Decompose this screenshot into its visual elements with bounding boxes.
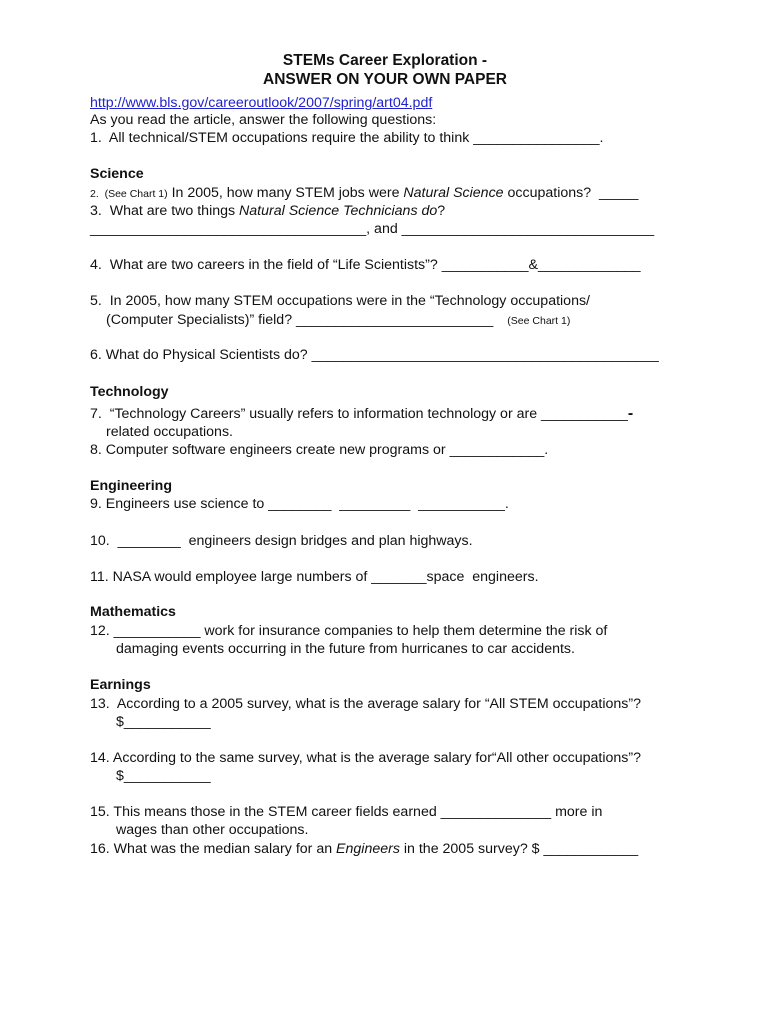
question-12-line-2: damaging events occurring in the future from hurricanes to car accidents. [116, 641, 575, 657]
title-line-1: STEMs Career Exploration - [282, 52, 488, 69]
intro-text: As you read the article, answer the following questions: [90, 112, 437, 128]
question-12-line-1: 12. ___________ work for insurance companies to help them determine the risk of [90, 623, 608, 639]
article-link[interactable]: http://www.bls.gov/careeroutlook/2007/spring/art04.pdf [90, 95, 433, 111]
question-9: 9. Engineers use science to ________ _________ ___________. [90, 496, 509, 512]
section-technology: Technology [90, 384, 169, 400]
question-2 [90, 184, 638, 203]
section-engineering: Engineering [90, 478, 172, 494]
question-2-tail: occupations? _____ [503, 185, 639, 201]
question-3-text: 3. What are two things [90, 203, 240, 219]
question-3 [90, 202, 445, 220]
question-7-line-2: related occupations. [106, 424, 233, 440]
question-5-line-2 [106, 311, 570, 330]
see-chart-note: (See Chart 1) [507, 315, 571, 327]
question-3-blanks: ___________________________________, and ________________________________ [90, 221, 655, 237]
question-16-italic: Engineers [336, 841, 400, 857]
see-chart-note: (See Chart 1) [104, 188, 168, 200]
question-16-tail: in the 2005 survey? $ ____________ [399, 841, 639, 857]
question-11: 11. NASA would employee large numbers of _______space engineers. [90, 569, 539, 585]
question-2-text: In 2005, how many STEM jobs were [167, 185, 404, 201]
question-7-dash: - [627, 405, 634, 422]
section-mathematics: Mathematics [90, 604, 176, 620]
question-2-italic: Natural Science [403, 185, 504, 201]
question-7-text: 7. “Technology Careers” usually refers to information technology or are ___________ [90, 406, 628, 422]
question-15-line-1: 15. This means those in the STEM career fields earned ______________ more in [90, 804, 603, 820]
question-16-text: 16. What was the median salary for an [90, 841, 337, 857]
question-13-line-2: $___________ [116, 714, 211, 730]
question-13-line-1: 13. According to a 2005 survey, what is the average salary for “All STEM occupations”? [90, 696, 641, 712]
question-6: 6. What do Physical Scientists do? ____________________________________________ [90, 347, 659, 363]
question-5-line-1: 5. In 2005, how many STEM occupations were in the “Technology occupations/ [90, 293, 590, 309]
question-5-text: (Computer Specialists)” field? _________________________ [106, 312, 494, 328]
question-3-italic: Natural Science Technicians do [239, 203, 438, 219]
section-science: Science [90, 166, 144, 182]
question-7-line-1 [90, 405, 633, 423]
question-14-line-2: $___________ [116, 768, 211, 784]
question-14-line-1: 14. According to the same survey, what is the average salary for“All other occupations”? [90, 750, 641, 766]
question-8: 8. Computer software engineers create new programs or ____________. [90, 442, 549, 458]
question-2-number: 2. [90, 188, 105, 200]
question-4: 4. What are two careers in the field of “Life Scientists”? ___________&_____________ [90, 257, 641, 273]
question-16 [90, 840, 638, 858]
question-3-tail: ? [437, 203, 446, 219]
question-10: 10. ________ engineers design bridges and plan highways. [90, 533, 473, 549]
section-earnings: Earnings [90, 677, 151, 693]
question-15-line-2: wages than other occupations. [116, 822, 309, 838]
question-1: 1. All technical/STEM occupations require the ability to think ________________. [90, 130, 604, 146]
title-line-2: ANSWER ON YOUR OWN PAPER [263, 71, 507, 88]
